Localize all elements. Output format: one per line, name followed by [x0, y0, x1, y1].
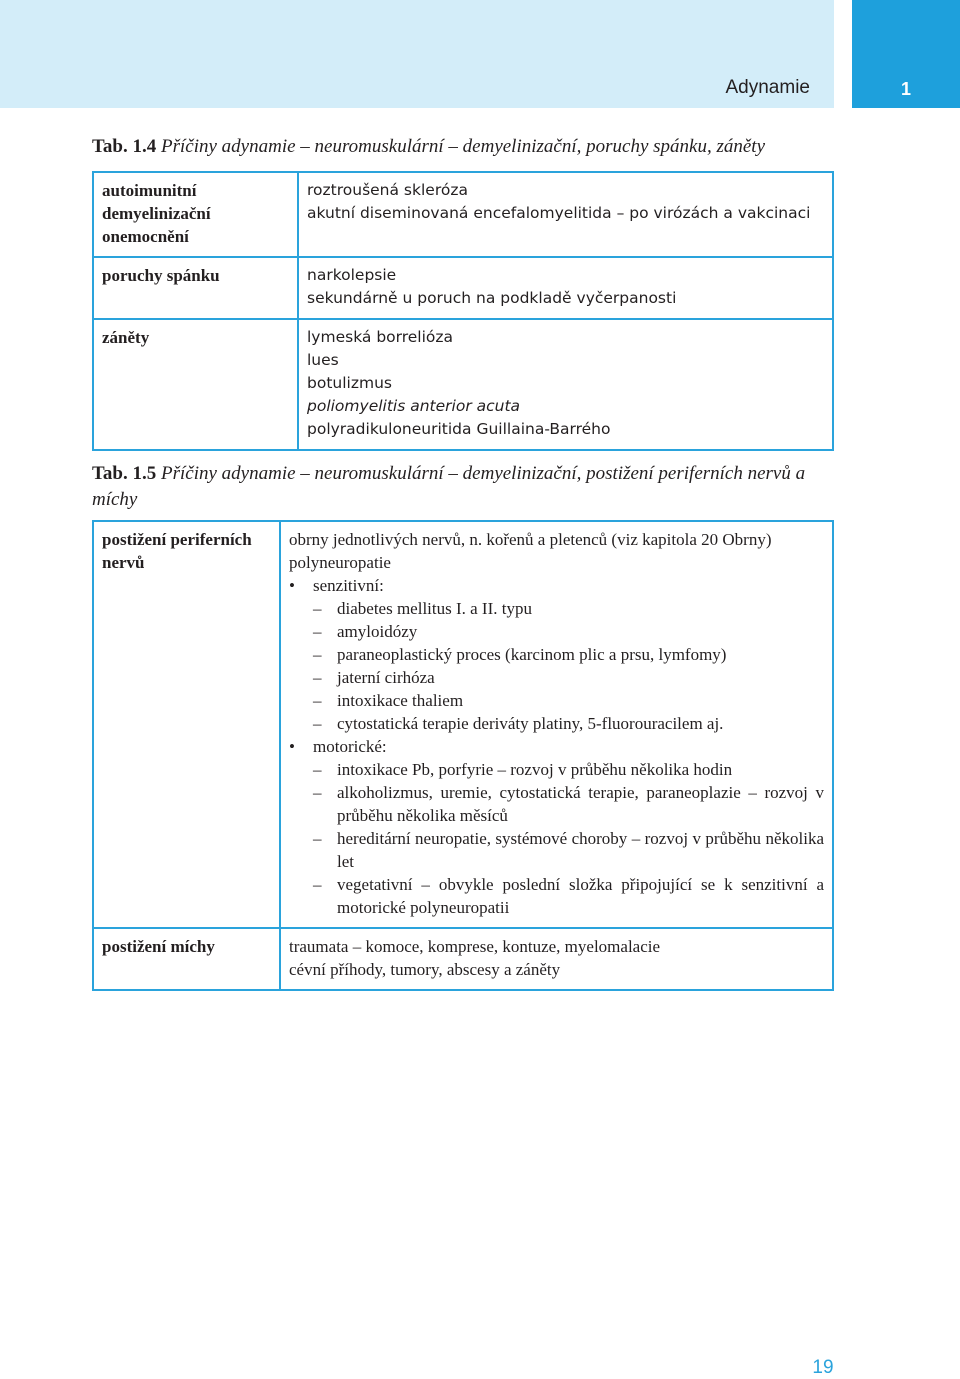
table-1-5: [92, 520, 834, 991]
row-content: [281, 522, 832, 927]
dash-item: – intoxikace Pb, porfyrie – rozvoj v průběhu několika hodin: [313, 758, 824, 781]
bullet-heading: motorické:: [313, 737, 387, 756]
dash-item: – diabetes mellitus I. a II. typu: [313, 597, 824, 620]
table-title: Příčiny adynamie – neuromuskulární – demyelinizační, poruchy spánku, záněty: [161, 136, 766, 157]
dash-list: [313, 758, 824, 919]
table-label: Tab. 1.5: [92, 463, 157, 484]
dash-item: – alkoholizmus, uremie, cytostatická terapie, paraneoplazie – rozvoj v průběhu několika měsíců: [313, 781, 824, 827]
row-category: poruchy spánku: [94, 256, 299, 318]
chapter-tab: [852, 0, 960, 108]
table-label: Tab. 1.4: [92, 136, 157, 157]
table-caption-1-5: [92, 461, 837, 513]
table-row: [94, 318, 832, 449]
list-item: roztroušená skleróza: [307, 181, 468, 199]
list-item: narkolepsie: [307, 266, 397, 284]
dash-item: – vegetativní – obvykle poslední složka připojující se k senzitivní a motorické polyneuropatii: [313, 873, 824, 919]
header-band: [0, 0, 834, 108]
row-category: autoimunitní demyelinizační onemocnění: [94, 173, 299, 256]
list-item: lymeská borrelióza: [307, 328, 454, 346]
list-item: polyneuropatie: [289, 553, 391, 572]
list-item: cévní příhody, tumory, abscesy a záněty: [289, 960, 561, 979]
row-category: postižení míchy: [94, 927, 281, 989]
list-item: polyradikuloneuritida Guillaina-Barrého: [307, 420, 611, 438]
dash-list: [313, 597, 824, 735]
dash-item: – paraneoplastický proces (karcinom plic a prsu, lymfomy): [313, 643, 824, 666]
bullet-list: [289, 574, 824, 919]
list-item: sekundárně u poruch na podkladě vyčerpanosti: [307, 289, 677, 307]
list-item: obrny jednotlivých nervů, n. kořenů a pletenců (viz kapitola 20 Obrny): [289, 530, 772, 549]
table-caption-1-4: [92, 134, 837, 160]
dash-item: – intoxikace thaliem: [313, 689, 824, 712]
row-content: [299, 318, 832, 449]
bullet-item: [289, 735, 824, 919]
chapter-title: Adynamie: [725, 77, 810, 98]
bullet-heading: senzitivní:: [313, 576, 384, 595]
chapter-number: 1: [900, 79, 911, 99]
row-content: [281, 927, 832, 989]
list-item: botulizmus: [307, 374, 392, 392]
row-category: postižení periferních nervů: [94, 522, 281, 927]
list-item: akutní diseminovaná encefalomyelitida – po virózách a vakcinaci: [307, 204, 811, 222]
list-item: poliomyelitis anterior acuta: [307, 397, 521, 415]
page-number: 19: [812, 1357, 834, 1378]
table-row: [94, 173, 832, 256]
dash-item: – jaterní cirhóza: [313, 666, 824, 689]
list-item: traumata – komoce, komprese, kontuze, myelomalacie: [289, 937, 661, 956]
table-row: [94, 256, 832, 318]
list-item: lues: [307, 351, 339, 369]
row-content: [299, 256, 832, 318]
bullet-item: [289, 574, 824, 735]
dash-item: – hereditární neuropatie, systémové choroby – rozvoj v průběhu několika let: [313, 827, 824, 873]
table-row: [94, 522, 832, 927]
table-title: Příčiny adynamie – neuromuskulární – demyelinizační, postižení periferních nervů a míchy: [92, 463, 806, 510]
table-1-4: [92, 171, 834, 451]
row-content: [299, 173, 832, 256]
table-row: [94, 927, 832, 989]
dash-item: – cytostatická terapie deriváty platiny, 5-fluorouracilem aj.: [313, 712, 824, 735]
row-category: záněty: [94, 318, 299, 449]
dash-item: – amyloidózy: [313, 620, 824, 643]
